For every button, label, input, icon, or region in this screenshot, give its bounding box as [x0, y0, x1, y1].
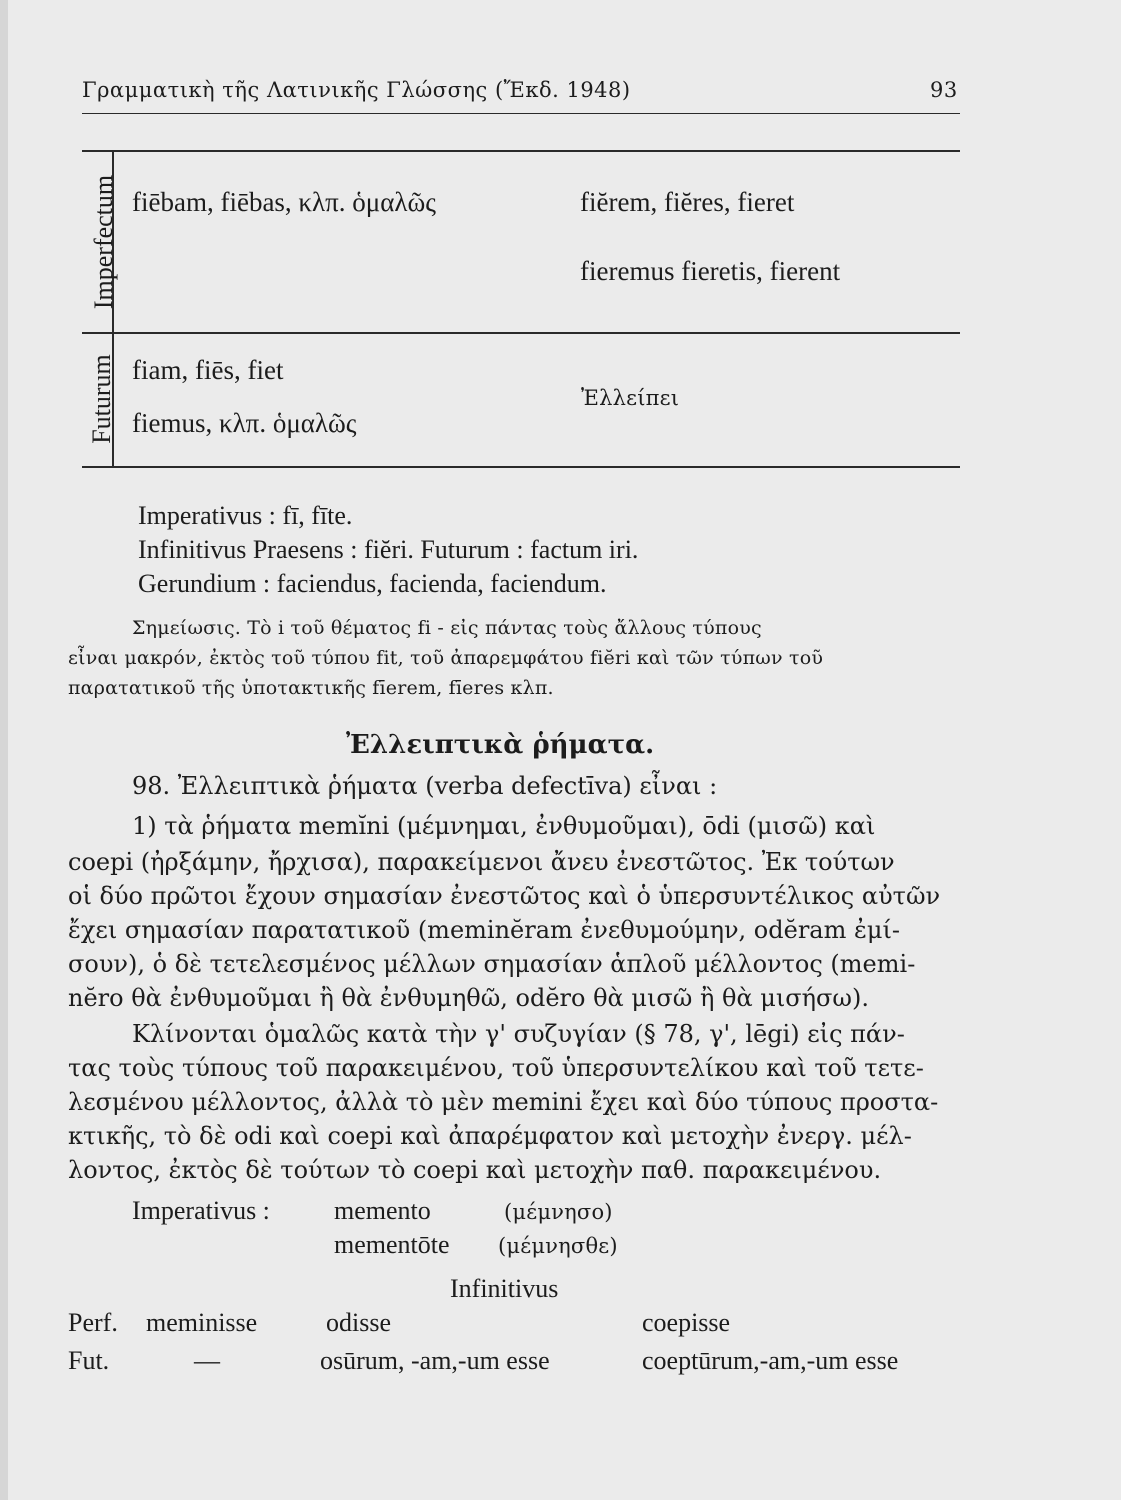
imperativus-plural: mementōte: [334, 1230, 450, 1259]
paragraph-line-10: λεσμένου μέλλοντος, ἀλλὰ τὸ μὲν memini ἔχει καὶ δύο τύπους προστα-: [68, 1088, 939, 1116]
fut-meminisse-missing: —: [194, 1346, 220, 1375]
imperativus-singular: memento: [334, 1196, 431, 1225]
futurum-indicative-plural: fiemus, κλπ. ὁμαλῶς: [132, 408, 357, 438]
note-line-3: παρατατικοῦ τῆς ὑποτακτικῆς fīerem, fīeres κλπ.: [68, 677, 554, 699]
imperativus-plural-greek: (μέμνησθε): [498, 1234, 618, 1258]
paragraph-line-5: ἔχει σημασίαν παρατατικοῦ (meminĕram ἐνεθυμούμην, odĕram ἐμί-: [68, 916, 900, 944]
paragraph-line-4: οἱ δύο πρῶτοι ἔχουν σημασίαν ἐνεστῶτος καὶ ὁ ὑπερσυντέλικος αὐτῶν: [68, 882, 941, 910]
perf-coepisse: coepisse: [642, 1308, 731, 1337]
fut-osurum: osūrum, -am,-um esse: [320, 1346, 550, 1375]
page-number: 93: [930, 78, 958, 102]
section-heading: Ἐλλειπτικὰ ῥήματα.: [346, 730, 655, 760]
futurum-indicative-singular: fiam, fiēs, fiet: [132, 355, 284, 385]
imperativus-block-label: Imperativus :: [132, 1196, 270, 1225]
imperativus-singular-greek: (μέμνησο): [504, 1200, 613, 1224]
infinitivus-heading: Infinitivus: [450, 1274, 559, 1303]
table-middle-rule: [82, 332, 960, 334]
perf-odisse: odisse: [326, 1308, 391, 1337]
imperfectum-subjunctive-plural: fieremus fieretis, fierent: [580, 256, 841, 286]
paragraph-line-3: coepi (ἠρξάμην, ἤρχισα), παρακείμενοι ἄνευ ἐνεστῶτος. Ἐκ τούτων: [68, 848, 895, 876]
perf-meminisse: meminisse: [146, 1308, 258, 1337]
perf-label: Perf.: [68, 1308, 118, 1337]
table-bottom-rule: [82, 466, 960, 468]
imperfectum-indicative: fiēbam, fiēbas, κλπ. ὁμαλῶς: [132, 187, 436, 217]
fut-cepturum: coeptūrum,-am,-um esse: [642, 1346, 899, 1375]
futurum-subjunctive-missing: Ἐλλείπει: [581, 386, 680, 410]
gerundium-line: Gerundium : faciendus, facienda, faciendum.: [138, 569, 607, 598]
paragraph-line-6: σουν), ὁ δὲ τετελεσμένος μέλλων σημασίαν ἁπλοῦ μέλλοντος (memi-: [68, 950, 916, 978]
note-line-2: εἶναι μακρόν, ἐκτὸς τοῦ τύπου fit, τοῦ ἀπαρεμφάτου fiĕri καὶ τῶν τύπων τοῦ: [68, 647, 824, 669]
header-rule: [82, 113, 960, 114]
note-line-1: Σημείωσις. Τὸ i τοῦ θέματος fi - εἰς πάντας τοὺς ἄλλους τύπους: [132, 617, 762, 639]
row-label-imperfectum: Imperfectum: [89, 174, 118, 310]
paragraph-line-7: nĕro θὰ ἐνθυμοῦμαι ἢ θὰ ἐνθυμηθῶ, odĕro θὰ μισῶ ἢ θὰ μισήσω).: [68, 984, 869, 1012]
imperativus-line: Imperativus : fī, fīte.: [138, 501, 353, 530]
infinitivus-line: Infinitivus Praesens : fiĕri. Futurum : factum iri.: [138, 535, 639, 564]
paragraph-line-11: κτικῆς, τὸ δὲ odi καὶ coepi καὶ ἀπαρέμφατον καὶ μετοχὴν ἐνεργ. μέλ-: [68, 1122, 912, 1150]
fut-label: Fut.: [68, 1346, 110, 1375]
imperfectum-subjunctive-singular: fiĕrem, fiĕres, fieret: [580, 187, 795, 217]
paragraph-line-12: λοντος, ἐκτὸς δὲ τούτων τὸ coepi καὶ μετοχὴν παθ. παρακειμένου.: [68, 1156, 882, 1184]
book-page: [8, 0, 1121, 1500]
paragraph-line-2: 1) τὰ ῥήματα memĭni (μέμνημαι, ἐνθυμοῦμαι), ōdi (μισῶ) καὶ: [132, 812, 876, 840]
paragraph-line-9: τας τοὺς τύπους τοῦ παρακειμένου, τοῦ ὑπερσυντελίκου καὶ τοῦ τετε-: [68, 1054, 924, 1082]
paragraph-line-1: 98. Ἐλλειπτικὰ ῥήματα (verba defectīva) εἶναι :: [132, 772, 718, 800]
table-top-rule: [82, 150, 960, 152]
paragraph-line-8: Κλίνονται ὁμαλῶς κατὰ τὴν γ' συζυγίαν (§ 78, γ', lēgi) εἰς πάν-: [132, 1020, 905, 1048]
row-label-futurum: Futurum: [87, 354, 116, 444]
running-header-title: Γραμματικὴ τῆς Λατινικῆς Γλώσσης (Ἔκδ. 1948): [82, 78, 631, 102]
